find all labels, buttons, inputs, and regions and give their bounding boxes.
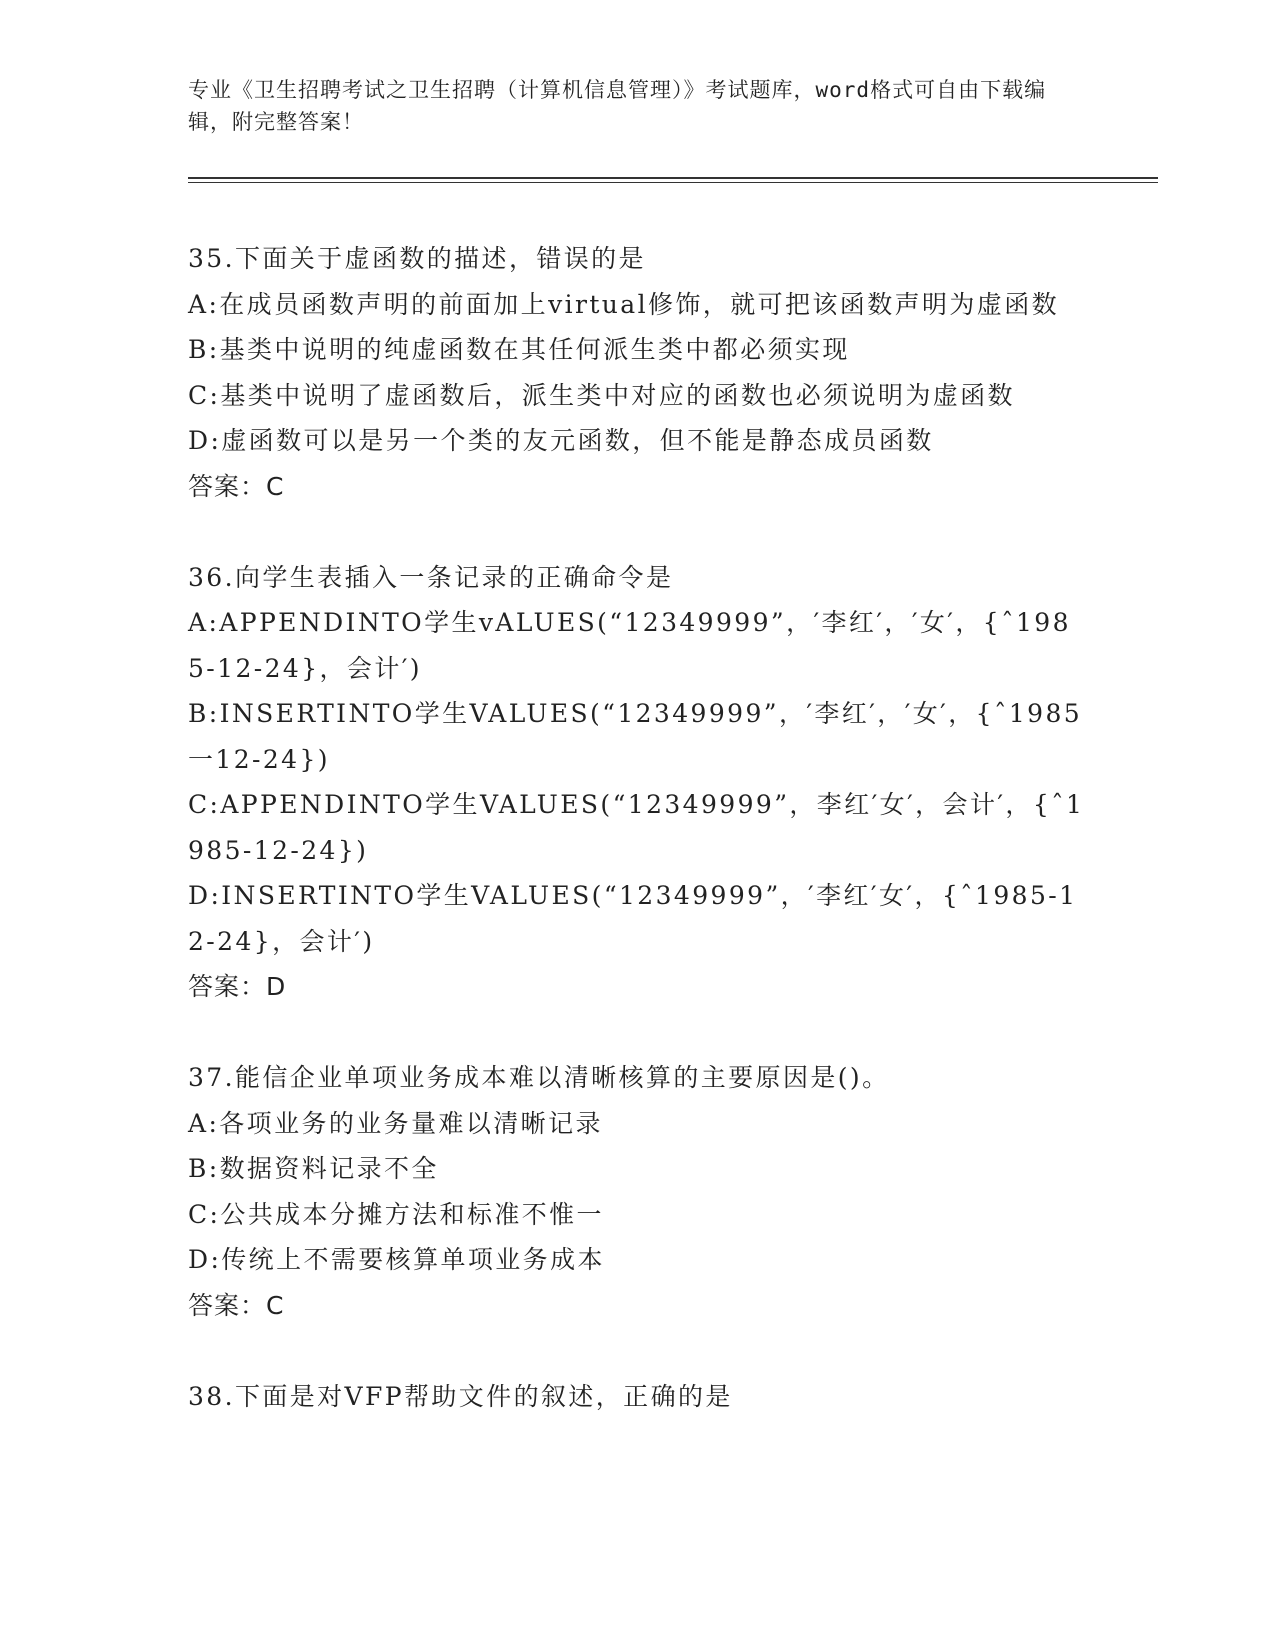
question-list: [188, 236, 1088, 1464]
option-d: D:传统上不需要核算单项业务成本: [188, 1245, 605, 1274]
option-a: A:在成员函数声明的前面加上virtual修饰，就可把该函数声明为虚函数: [188, 289, 1059, 319]
option-b: B:INSERTINTO学生VALUES(“12349999”，′李红′，′女′，{ˆ1985一12-24}): [188, 699, 1083, 774]
answer-label: 答案：C: [188, 471, 285, 501]
option-b: B:基类中说明的纯虚函数在其任何派生类中都必须实现: [188, 335, 850, 364]
document-header: 专业《卫生招聘考试之卫生招聘（计算机信息管理）》考试题库，word格式可自由下载编辑，附完整答案！: [188, 78, 1047, 134]
header-divider: [188, 177, 1158, 179]
question-stem: 38.下面是对VFP帮助文件的叙述，正确的是: [188, 1381, 733, 1411]
option-c: C:公共成本分摊方法和标准不惟一: [188, 1199, 604, 1229]
question-38: [188, 1374, 1088, 1420]
answer-label: 答案：D: [188, 972, 287, 1001]
option-b: B:数据资料记录不全: [188, 1154, 439, 1183]
question-36: [188, 555, 1088, 1011]
header-divider-thin: [188, 182, 1158, 183]
option-d: D:INSERTINTO学生VALUES(“12349999”，′李红′女′，{ˆ1985-12-24}，会计′): [188, 881, 1078, 956]
question-stem: 36.向学生表插入一条记录的正确命令是: [188, 562, 674, 592]
answer-label: 答案：C: [188, 1290, 285, 1320]
question-35: [188, 236, 1088, 510]
question-37: [188, 1055, 1088, 1329]
option-c: C:APPENDINTO学生VALUES(“12349999”，李红′女′，会计′，{ˆ1985-12-24}): [188, 790, 1085, 865]
question-stem: 37.能信企业单项业务成本难以清晰核算的主要原因是()。: [188, 1063, 890, 1092]
option-a: A:各项业务的业务量难以清晰记录: [188, 1108, 603, 1138]
option-c: C:基类中说明了虚函数后，派生类中对应的函数也必须说明为虚函数: [188, 380, 1015, 410]
option-d: D:虚函数可以是另一个类的友元函数，但不能是静态成员函数: [188, 426, 934, 455]
question-stem: 35.下面关于虚函数的描述，错误的是: [188, 244, 646, 273]
option-a: A:APPENDINTO学生vALUES(“12349999”，′李红′，′女′，{ˆ1985-12-24}，会计′): [188, 608, 1071, 683]
